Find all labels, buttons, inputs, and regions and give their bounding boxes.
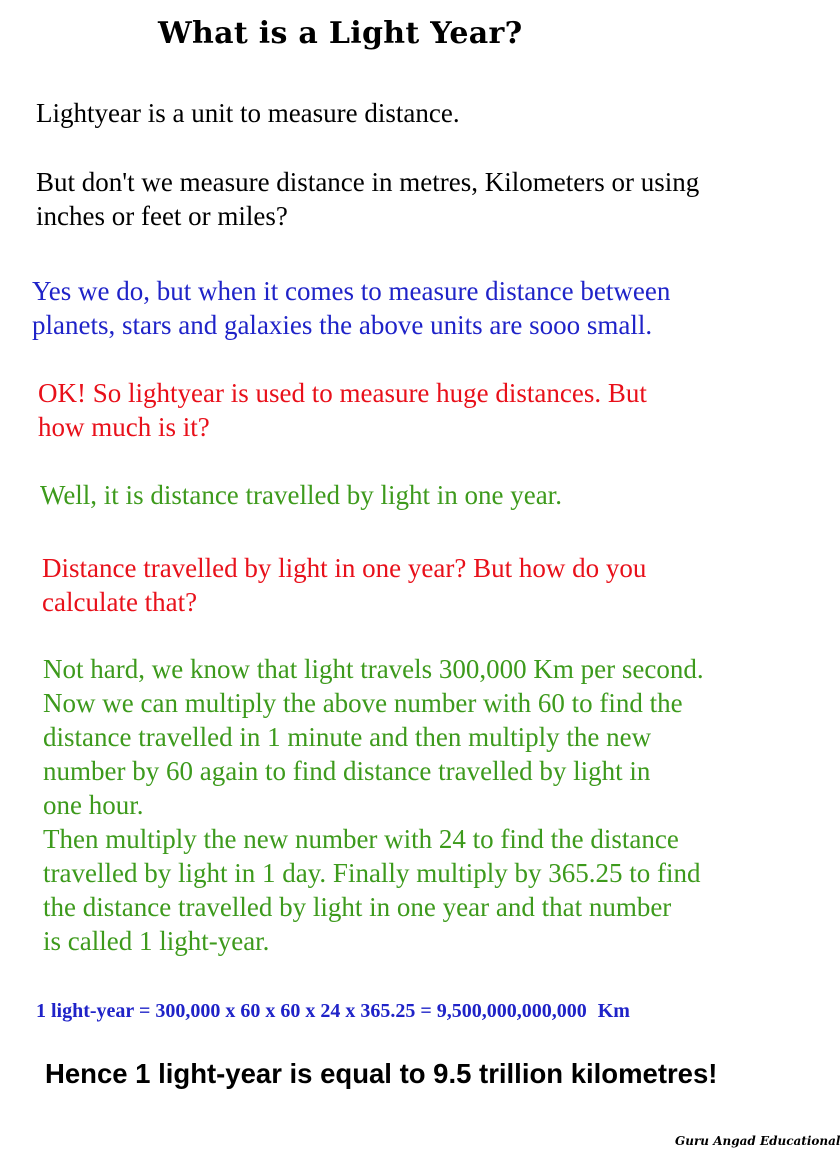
calculation-explanation-paragraph: [43, 652, 704, 958]
formula-unit: Km: [597, 1000, 630, 1022]
text-line: Well, it is distance travelled by light in one year.: [40, 480, 562, 510]
intro-paragraph: [36, 96, 460, 130]
text-line: calculate that?: [42, 587, 198, 617]
page-title: What is a Light Year?: [158, 16, 523, 51]
text-line: is called 1 light-year.: [43, 926, 270, 956]
text-line: planets, stars and galaxies the above units are sooo small.: [32, 310, 653, 340]
text-line: Now we can multiply the above number with 60 to find the: [43, 688, 683, 718]
question-paragraph: [36, 165, 699, 233]
text-line: distance travelled in 1 minute and then multiply the new: [43, 722, 652, 752]
calculation-question-paragraph: [42, 551, 646, 619]
conclusion-statement: Hence 1 light-year is equal to 9.5 trillion kilometres!: [45, 1058, 718, 1089]
text-line: inches or feet or miles?: [36, 201, 288, 231]
text-line: Yes we do, but when it comes to measure distance between: [32, 276, 671, 306]
text-line: Then multiply the new number with 24 to find the distance: [43, 824, 679, 854]
answer-paragraph: [32, 274, 670, 342]
definition-paragraph: [40, 478, 562, 512]
text-line: the distance travelled by light in one year and that number: [43, 892, 672, 922]
followup-question-paragraph: [38, 376, 647, 444]
text-line: number by 60 again to find distance travelled by light in: [43, 756, 651, 786]
text-line: travelled by light in 1 day. Finally multiply by 365.25 to find: [43, 858, 701, 888]
text-line: Lightyear is a unit to measure distance.: [36, 98, 460, 128]
text-line: Distance travelled by light in one year? But how do you: [42, 553, 647, 583]
formula-expression: 1 light-year = 300,000 x 60 x 60 x 24 x 365.25 = 9,500,000,000,000: [36, 1000, 587, 1022]
text-line: how much is it?: [38, 412, 210, 442]
text-line: But don't we measure distance in metres, Kilometers or using: [36, 167, 700, 197]
text-line: Not hard, we know that light travels 300,000 Km per second.: [43, 654, 704, 684]
text-line: one hour.: [43, 790, 144, 820]
text-line: OK! So lightyear is used to measure huge distances. But: [38, 378, 647, 408]
publisher-signature: Guru Angad Educational: [675, 1134, 840, 1148]
light-year-formula: [36, 1000, 630, 1023]
